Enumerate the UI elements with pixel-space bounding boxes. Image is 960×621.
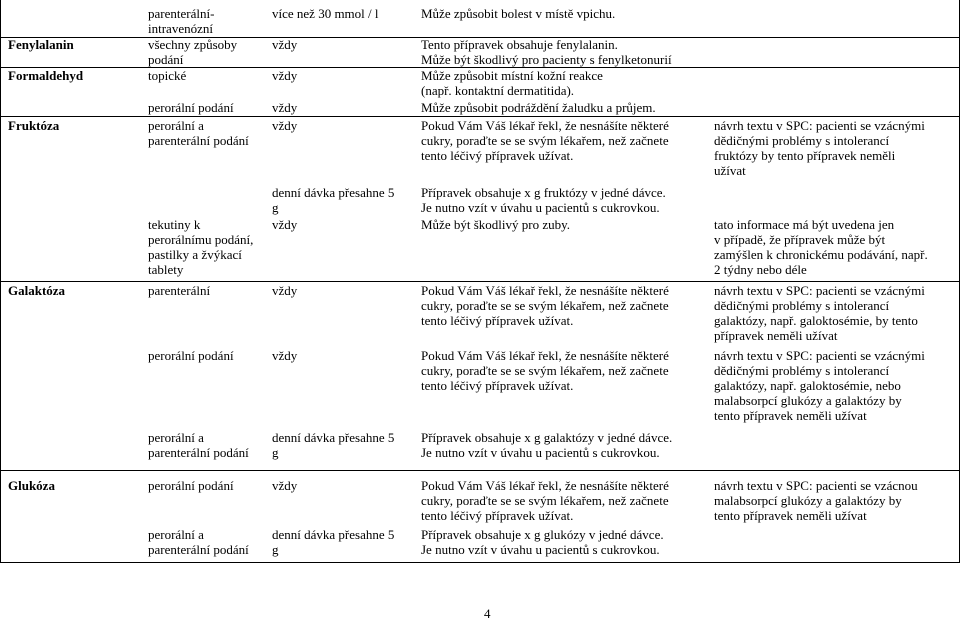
label-text-cell: Přípravek obsahuje x g fruktózy v jedné dávce. Je nutno vzít v úvahu u pacientů s cukrovkou. — [421, 185, 666, 215]
spc-note-cell: návrh textu v SPC: pacienti se vzácnou malabsorpcí glukózy a galaktózy by tento přípravek neměli užívat — [714, 478, 918, 523]
threshold-cell: denní dávka přesahne 5 g — [272, 430, 395, 460]
route-cell: perorální a parenterální podání — [148, 527, 249, 557]
route-cell: topické — [148, 68, 187, 83]
label-text-cell: Pokud Vám Váš lékař řekl, že nesnášíte některé cukry, poraďte se se svým lékařem, než začnete tento léčivý přípravek užívat. — [421, 283, 669, 328]
substance-name: Fenylalanin — [8, 37, 74, 52]
threshold-cell: vždy — [272, 100, 298, 115]
threshold-cell: vždy — [272, 118, 298, 133]
label-text-cell: Pokud Vám Váš lékař řekl, že nesnášíte některé cukry, poraďte se se svým lékařem, než začnete tento léčivý přípravek užívat. — [421, 348, 669, 393]
rule — [0, 470, 960, 471]
label-text-cell: Pokud Vám Váš lékař řekl, že nesnášíte některé cukry, poraďte se se svým lékařem, než začnete tento léčivý přípravek užívat. — [421, 118, 669, 163]
threshold-cell: vždy — [272, 217, 298, 232]
substance-name: Formaldehyd — [8, 68, 84, 83]
route-cell: parenterální- intravenózní — [148, 6, 215, 36]
route-cell: perorální podání — [148, 348, 234, 363]
threshold-cell: vždy — [272, 37, 298, 52]
spc-note-cell: návrh textu v SPC: pacienti se vzácnými dědičnými problémy s intolerancí galaktózy, např. galoktosémie, nebo malabsorpcí glukózy a galaktózy by tento přípravek neměli užívat — [714, 348, 925, 423]
label-text-cell: Může způsobit bolest v místě vpichu. — [421, 6, 616, 21]
rule — [0, 0, 1, 562]
label-text-cell: Přípravek obsahuje x g galaktózy v jedné dávce. Je nutno vzít v úvahu u pacientů s cukrovkou. — [421, 430, 673, 460]
label-text-cell: Tento přípravek obsahuje fenylalanin. Může být škodlivý pro pacienty s fenylketonurií — [421, 37, 672, 67]
threshold-cell: vždy — [272, 68, 298, 83]
rule — [0, 281, 960, 282]
threshold-cell: vždy — [272, 348, 298, 363]
label-text-cell: Pokud Vám Váš lékař řekl, že nesnášíte některé cukry, poraďte se se svým lékařem, než začnete tento léčivý přípravek užívat. — [421, 478, 669, 523]
route-cell: perorální a parenterální podání — [148, 430, 249, 460]
threshold-cell: vždy — [272, 478, 298, 493]
spc-note-cell: návrh textu v SPC: pacienti se vzácnými dědičnými problémy s intolerancí galaktózy, např. galoktosémie, by tento přípravek neměli užívat — [714, 283, 925, 343]
rule — [0, 116, 960, 117]
page-number: 4 — [484, 606, 491, 621]
substance-name: Galaktóza — [8, 283, 66, 298]
label-text-cell: Může být škodlivý pro zuby. — [421, 217, 570, 232]
substance-name: Fruktóza — [8, 118, 60, 133]
route-cell: perorální a parenterální podání — [148, 118, 249, 148]
threshold-cell: denní dávka přesahne 5 g — [272, 185, 395, 215]
route-cell: všechny způsoby podání — [148, 37, 238, 67]
threshold-cell: denní dávka přesahne 5 g — [272, 527, 395, 557]
route-cell: perorální podání — [148, 100, 234, 115]
route-cell: tekutiny k perorálnímu podání, pastilky a žvýkací tablety — [148, 217, 254, 277]
threshold-cell: vždy — [272, 283, 298, 298]
spc-note-cell: návrh textu v SPC: pacienti se vzácnými dědičnými problémy s intolerancí fruktózy by tento přípravek neměli užívat — [714, 118, 925, 178]
route-cell: perorální podání — [148, 478, 234, 493]
threshold-cell: více než 30 mmol / l — [272, 6, 379, 21]
label-text-cell: Může způsobit podráždění žaludku a průjem. — [421, 100, 656, 115]
label-text-cell: Může způsobit místní kožní reakce (např. kontaktní dermatitida). — [421, 68, 603, 98]
route-cell: parenterální — [148, 283, 211, 298]
substance-name: Glukóza — [8, 478, 55, 493]
spc-note-cell: tato informace má být uvedena jen v případě, že přípravek může být zamýšlen k chronickému podávání, např. 2 týdny nebo déle — [714, 217, 928, 277]
label-text-cell: Přípravek obsahuje x g glukózy v jedné dávce. Je nutno vzít v úvahu u pacientů s cukrovkou. — [421, 527, 664, 557]
rule — [0, 562, 960, 563]
